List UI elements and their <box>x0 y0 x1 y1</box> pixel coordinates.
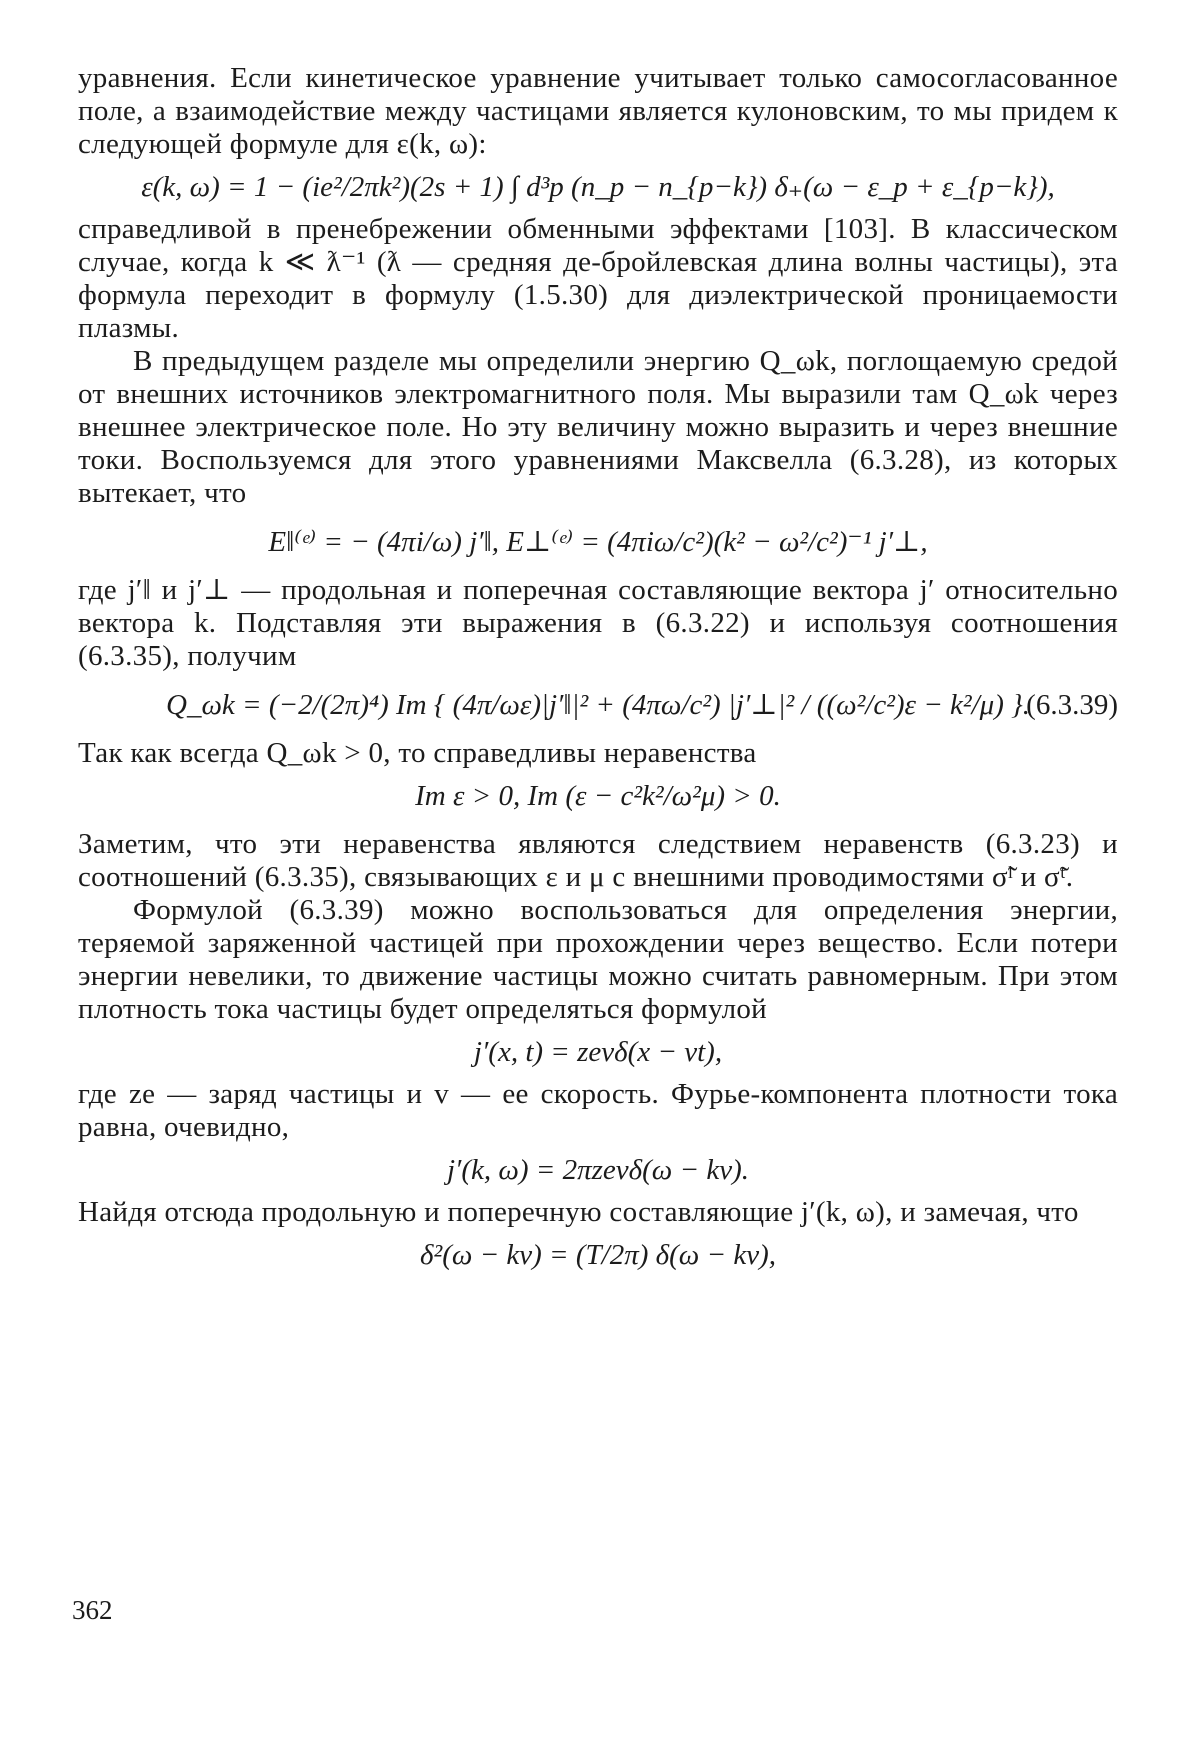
formula-fourier-current: j′(k, ω) = 2πzevδ(ω − kv). <box>446 1154 750 1186</box>
formula-delta-square: δ²(ω − kv) = (T/2π) δ(ω − kv), <box>420 1239 776 1271</box>
formula-maxwell-fields: E‖⁽ᵉ⁾ = − (4πi/ω) j′‖, E⊥⁽ᵉ⁾ = (4πiω/c²)(k² − ω²/c²)⁻¹ j′⊥, <box>268 526 928 558</box>
formula-current-density: j′(x, t) = zevδ(x − vt), <box>473 1036 723 1068</box>
page-number: 362 <box>72 1595 113 1625</box>
page-body <box>78 62 1118 1273</box>
paragraph: Заметим, что эти неравенства являются следствием неравенств (6.3.23) и соотношений (6.3.35), связывающих ε и μ с внешними проводимостями σ̃ˡ и σ̃ᵗ. <box>78 828 1118 893</box>
paragraph: Найдя отсюда продольную и поперечную составляющие j′(k, ω), и замечая, что <box>78 1196 1079 1228</box>
paragraph: Формулой (6.3.39) можно воспользоваться для определения энергии, теряемой заряженной частицей при прохождении через вещество. Если потери энергии невелики, то движение частицы можно считать равномерным. При этом плотность тока частицы будет определяться формулой <box>78 894 1118 1025</box>
equation-number: (6.3.39) <box>1026 689 1118 721</box>
paragraph: В предыдущем разделе мы определили энергию Q_ωk, поглощаемую средой от внешних источников электромагнитного поля. Мы выразили там Q_ωk через внешнее электрическое поле. Но эту величину можно выразить и через внешние токи. Воспользуемся для этого уравнениями Максвелла (6.3.28), из которых вытекает, что <box>78 345 1118 509</box>
formula-dielectric-permittivity: ε(k, ω) = 1 − (ie²/2πk²)(2s + 1) ∫ d³p (n_p − n_{p−k}) δ₊(ω − ε_p + ε_{p−k}), <box>141 171 1055 203</box>
paragraph: Так как всегда Q_ωk > 0, то справедливы неравенства <box>78 737 757 769</box>
paragraph: где j′‖ и j′⊥ — продольная и поперечная составляющие вектора j′ относительно вектора k. Подставляя эти выражения в (6.3.22) и используя соотношения (6.3.35), получим <box>78 574 1118 672</box>
paragraph: где ze — заряд частицы и v — ее скорость. Фурье-компонента плотности тока равна, очевидно, <box>78 1078 1118 1143</box>
formula-energy-absorption <box>78 687 1118 723</box>
formula-inequalities: Im ε > 0, Im (ε − c²k²/ω²μ) > 0. <box>415 780 781 812</box>
paragraph: справедливой в пренебрежении обменными эффектами [103]. В классическом случае, когда k ≪ ƛ⁻¹ (ƛ — средняя де-бройлевская длина волны частицы), эта формула переходит в формулу (1.5.30) для диэлектрической проницаемости плазмы. <box>78 213 1118 344</box>
paragraph: уравнения. Если кинетическое уравнение учитывает только самосогласованное поле, а взаимодействие между частицами является кулоновским, то мы придем к следующей формуле для ε(k, ω): <box>78 62 1118 160</box>
formula-text: Q_ωk = (−2/(2π)⁴) Im { (4π/ωε)|j′‖|² + (4πω/c²) |j′⊥|² / ((ω²/c²)ε − k²/μ) }. <box>166 689 1030 721</box>
